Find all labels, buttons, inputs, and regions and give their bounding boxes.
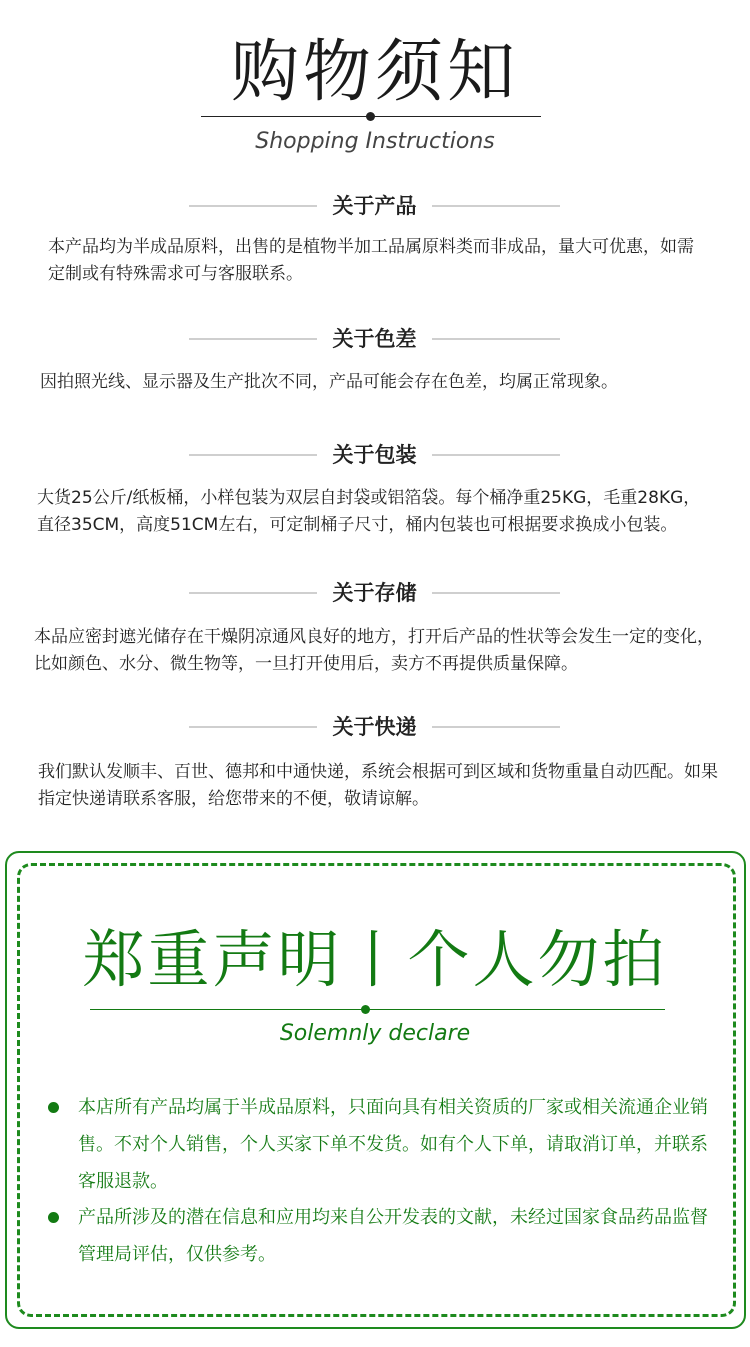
section-divider-left <box>189 454 317 456</box>
section-divider-left <box>189 592 317 594</box>
declaration-subtitle: Solemnly declare <box>279 1021 471 1046</box>
section-divider-left <box>189 205 317 207</box>
section-header-packaging <box>0 440 750 470</box>
section-header-shipping <box>0 712 750 742</box>
bullet-dot-icon <box>48 1102 59 1113</box>
section-title: 关于产品 <box>332 194 417 218</box>
section-divider-left <box>189 338 317 340</box>
section-text-shipping: 我们默认发顺丰、百世、德邦和中通快递，系统会根据可到区域和货物重量自动匹配。如果指定快递请联系客服，给您带来的不便，敬请谅解。 <box>38 762 718 809</box>
section-divider-right <box>432 726 560 728</box>
bullet-dot-icon <box>48 1212 59 1223</box>
section-title: 关于包装 <box>332 443 417 467</box>
section-header-product <box>0 191 750 221</box>
section-title: 关于存储 <box>332 581 417 605</box>
section-header-color <box>0 324 750 354</box>
section-header-storage <box>0 578 750 608</box>
declaration-item <box>48 1089 708 1200</box>
section-divider-right <box>432 592 560 594</box>
section-text-packaging: 大货25公斤/纸板桶，小样包装为双层自封袋或铝箔袋。每个桶净重25KG，毛重28KG，直径35CM，高度51CM左右，可定制桶子尺寸，桶内包装也可根据要求换成小包装。 <box>37 488 701 535</box>
declaration-item <box>48 1199 708 1273</box>
declaration-title: 郑重声明丨个人勿拍 <box>82 923 668 996</box>
declaration-divider-dot <box>361 1005 370 1014</box>
title-divider-dot <box>366 112 375 121</box>
section-text-color: 因拍照光线、显示器及生产批次不同，产品可能会存在色差，均属正常现象。 <box>40 372 618 392</box>
section-divider-right <box>432 454 560 456</box>
declaration-item-text: 本店所有产品均属于半成品原料，只面向具有相关资质的厂家或相关流通企业销售。不对个人销售，个人买家下单不发货。如有个人下单，请取消订单，并联系客服退款。 <box>78 1097 708 1192</box>
section-title: 关于色差 <box>332 327 417 351</box>
section-text-product: 本产品均为半成品原料，出售的是植物半加工品属原料类而非成品，量大可优惠，如需定制或有特殊需求可与客服联系。 <box>48 237 694 284</box>
page-subtitle: Shopping Instructions <box>255 129 495 154</box>
section-divider-right <box>432 338 560 340</box>
declaration-item-text: 产品所涉及的潜在信息和应用均来自公开发表的文献，未经过国家食品药品监督管理局评估，仅供参考。 <box>78 1207 708 1265</box>
section-text-storage: 本品应密封遮光储存在干燥阴凉通风良好的地方，打开后产品的性状等会发生一定的变化，比如颜色、水分、微生物等，一旦打开使用后，卖方不再提供质量保障。 <box>34 627 714 674</box>
section-divider-left <box>189 726 317 728</box>
section-title: 关于快递 <box>332 715 417 739</box>
page-title: 购物须知 <box>230 33 519 112</box>
section-divider-right <box>432 205 560 207</box>
declaration-divider <box>90 1009 665 1010</box>
